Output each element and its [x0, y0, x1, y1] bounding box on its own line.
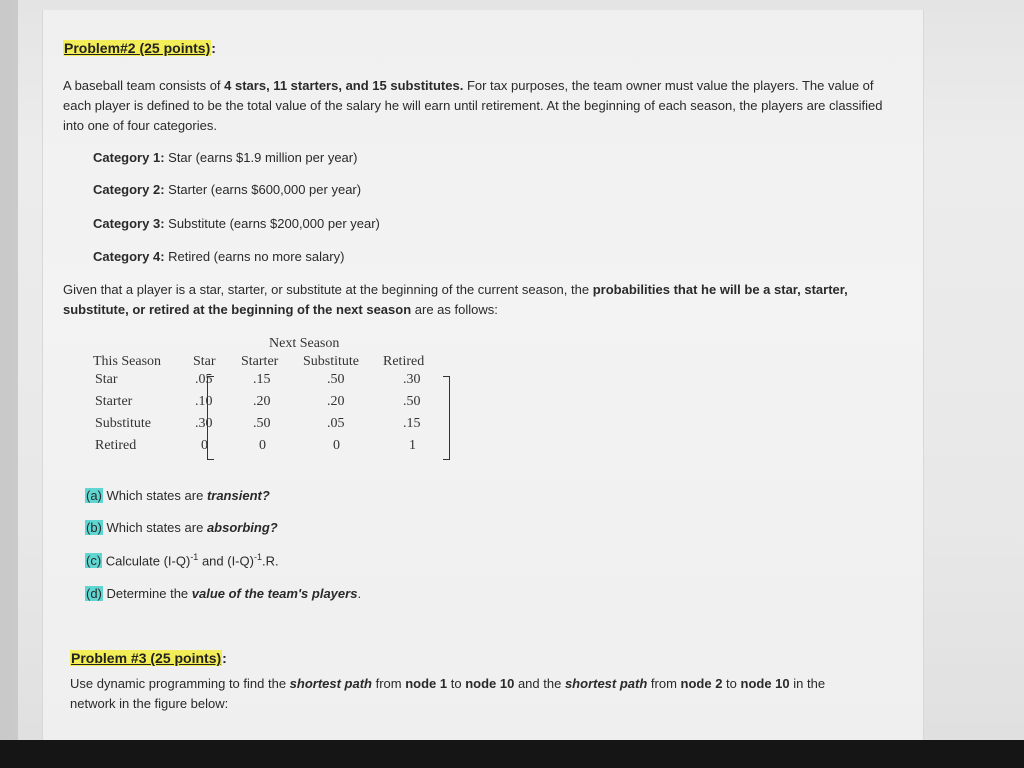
monitor-bezel [0, 740, 1024, 768]
this-season-label: This Season [93, 354, 162, 369]
matrix-cell: 0 [333, 438, 340, 453]
matrix-cell: .15 [403, 416, 421, 431]
matrix-cell: .50 [403, 394, 421, 409]
problem-2-given: Given that a player is a star, starter, or substitute at the beginning of the current season, the probabilities that he will be a star, starter, substitute, or retired at the beginning of the next season are as follows: [63, 282, 848, 317]
problem-3-text: Use dynamic programming to find the shortest path from node 1 to node 10 and the shortest path from node 2 to node 10 in the network in the figure below: [70, 676, 826, 711]
matrix-cell: 0 [259, 438, 266, 453]
matrix-cell: .20 [253, 394, 271, 409]
transition-matrix [93, 334, 453, 458]
category-2: Category 2: Starter (earns $600,000 per year) [93, 182, 362, 197]
matrix-cell: .30 [403, 372, 421, 387]
row-label-starter: Starter [95, 394, 133, 409]
row-label-retired: Retired [95, 438, 137, 453]
matrix-cell: .50 [253, 416, 271, 431]
question-d: (d) Determine the value of the team's players. [86, 586, 362, 601]
problem-2-intro: A baseball team consists of 4 stars, 11 starters, and 15 substitutes. For tax purposes, the team owner must value the players. The value of each player is defined to be the total value of the salary he will earn until retirement. At the beginning of each season, the players are classified into one of four categories. [63, 78, 883, 133]
monitor-screen [18, 0, 1024, 740]
column-header-substitute: Substitute [303, 354, 360, 369]
problem-3-title: Problem #3 (25 points) [71, 650, 222, 666]
column-header-retired: Retired [383, 354, 425, 369]
category-1: Category 1: Star (earns $1.9 million per year) [93, 150, 358, 165]
matrix-right-bracket [443, 376, 450, 460]
question-a: (a) Which states are transient? [86, 488, 270, 503]
matrix-cell: .50 [327, 372, 345, 387]
problem-2-title: Problem#2 (25 points) [64, 40, 211, 56]
matrix-cell: 1 [409, 438, 416, 453]
matrix-cell: 0 [201, 438, 208, 453]
question-d-tag: (d) [86, 586, 102, 601]
question-c: (c) Calculate $(I-Q)^{-1}$ and $(I-Q)^{-1}.R$. [86, 552, 279, 569]
next-season-label: Next Season [269, 336, 340, 351]
row-label-star: Star [95, 372, 118, 387]
problem-3-heading: Problem #3 (25 points): [71, 650, 227, 666]
matrix-cell: .15 [253, 372, 271, 387]
row-label-substitute: Substitute [95, 416, 152, 431]
matrix-cell: .20 [327, 394, 345, 409]
matrix-cell: .10 [195, 394, 213, 409]
document-page [42, 10, 924, 740]
category-3: Category 3: Substitute (earns $200,000 per year) [93, 216, 380, 231]
matrix-cell: .05 [195, 372, 213, 387]
question-b-tag: (b) [86, 520, 102, 535]
matrix-cell: .30 [195, 416, 213, 431]
question-b: (b) Which states are absorbing? [86, 520, 278, 535]
question-c-tag: (c) [86, 553, 102, 569]
matrix-cell: .05 [327, 416, 345, 431]
problem-2-heading: Problem#2 (25 points): [64, 40, 216, 56]
column-header-star: Star [193, 354, 216, 369]
question-a-tag: (a) [86, 488, 102, 503]
category-4: Category 4: Retired (earns no more salary) [93, 249, 345, 264]
column-header-starter: Starter [241, 354, 279, 369]
